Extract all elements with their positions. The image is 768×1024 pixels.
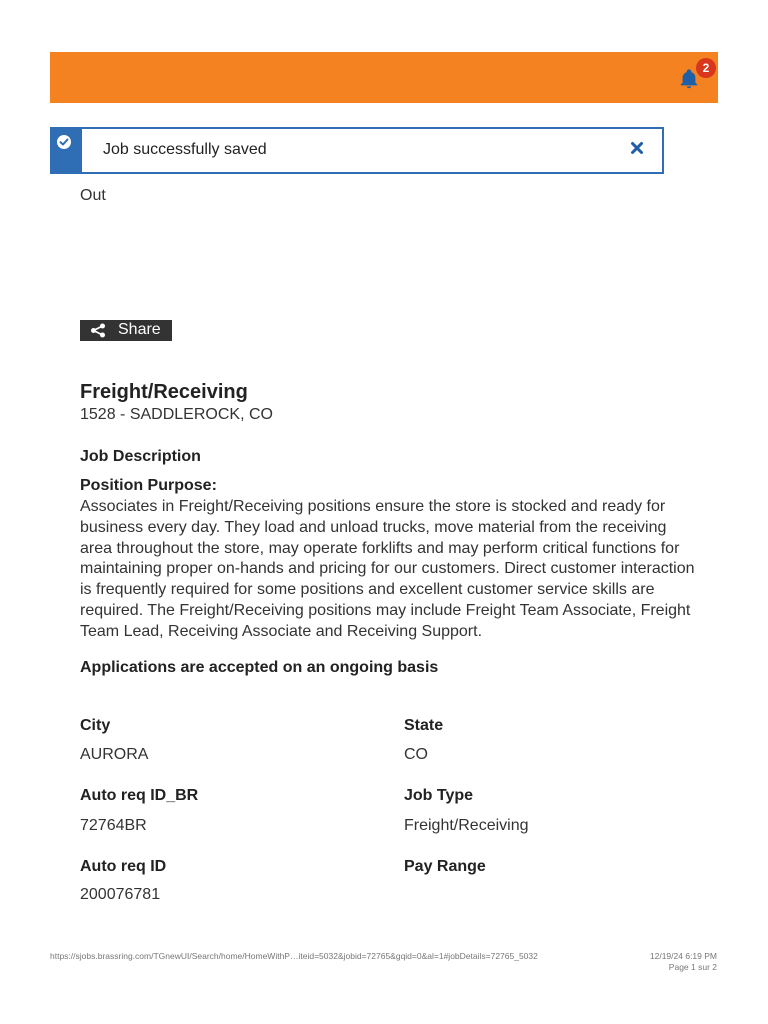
check-circle-icon (57, 135, 71, 149)
toast-message: Job successfully saved (103, 141, 267, 158)
share-label: Share (118, 321, 161, 338)
applications-note: Applications are accepted on an ongoing basis (80, 659, 439, 676)
job-type-label: Job Type (404, 787, 474, 804)
job-type-value: Freight/Receiving (404, 817, 529, 834)
notification-count-badge: 2 (696, 58, 716, 78)
status-text: Out (80, 187, 106, 204)
job-title: Freight/Receiving (80, 381, 248, 403)
print-footer-datetime: 12/19/24 6:19 PM (649, 951, 717, 961)
job-location: 1528 - SADDLEROCK, CO (80, 406, 273, 423)
success-toast (50, 127, 664, 174)
toast-status-strip (50, 127, 82, 174)
auto-req-id-br-value: 72764BR (80, 817, 147, 834)
print-footer-url: https://sjobs.brassring.com/TGnewUI/Search/home/HomeWithP…iteid=5032&jobid=72765&gqid=0&al=1#jobDetails=72765_5032 (50, 951, 538, 961)
auto-req-id-value: 200076781 (80, 886, 161, 901)
share-button[interactable] (80, 320, 172, 341)
state-value: CO (404, 746, 428, 763)
city-value: AURORA (80, 746, 149, 763)
top-header-bar (50, 52, 718, 103)
share-icon (90, 323, 106, 338)
state-label: State (404, 717, 444, 734)
auto-req-id-label: Auto req ID (80, 858, 167, 875)
print-footer-page-number: Page 1 sur 2 (668, 962, 717, 972)
job-description-heading: Job Description (80, 448, 201, 465)
position-purpose-heading: Position Purpose: (80, 477, 217, 494)
auto-req-id-br-label: Auto req ID_BR (80, 787, 199, 804)
close-icon (628, 139, 646, 157)
city-label: City (80, 717, 111, 734)
pay-range-label: Pay Range (404, 858, 486, 875)
position-purpose-text: Associates in Freight/Receiving positions ensure the store is stocked and ready for business every day. They load and unload trucks, move material from the receiving area throughout the store, may operate forklifts and may perform critical functions for maintaining proper on-hands and pricing for our customers. Direct customer interaction is frequently required for some positions and excellent customer service skills are required. The Freight/Receiving positions may include Freight Team Associate, Freight Team Lead, Receiving Associate and Receiving Support. (80, 498, 695, 640)
notifications-button[interactable] (678, 61, 710, 90)
close-toast-button[interactable] (628, 139, 646, 157)
